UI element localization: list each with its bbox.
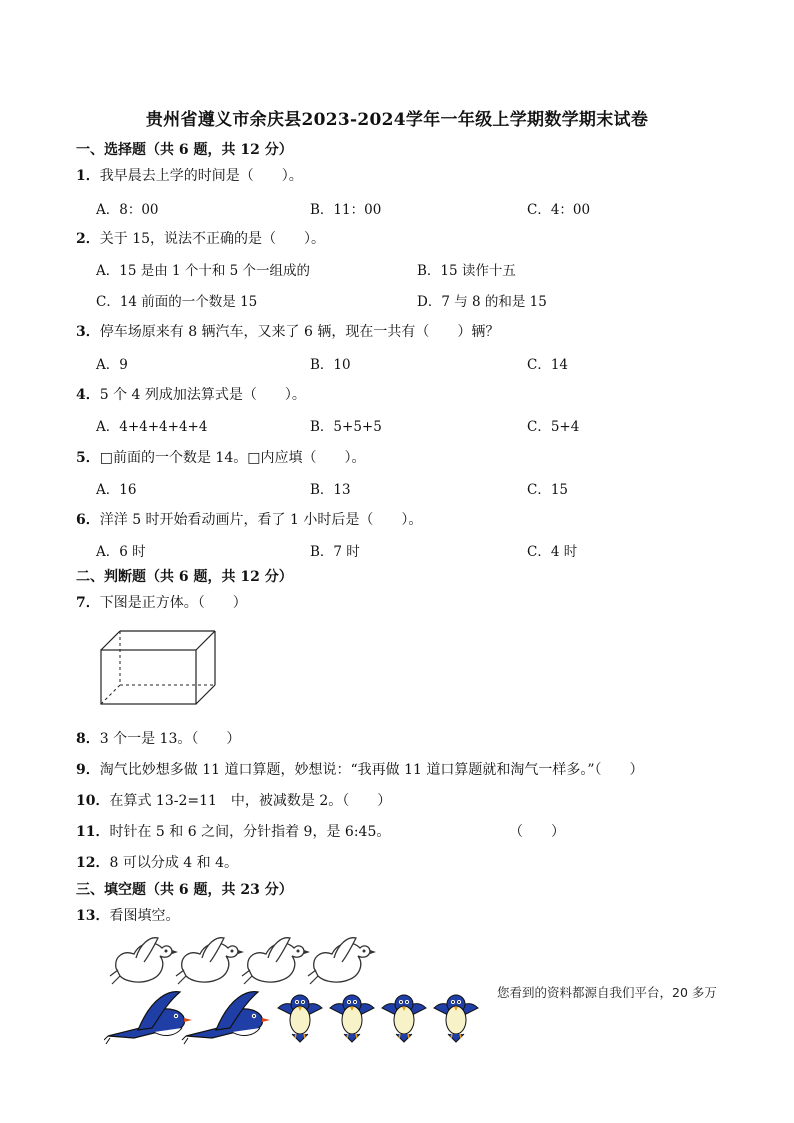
question-7 [76, 592, 247, 612]
page-title: 贵州省遵义市余庆县2023-2024学年一年级上学期数学期末试卷 [145, 110, 649, 130]
question-13 [76, 905, 179, 925]
question-number: 9． [76, 762, 100, 778]
question-number: 5． [76, 450, 100, 466]
question-number: 3． [76, 324, 100, 340]
section-heading-fill-in: 三、填空题（共 6 题，共 23 分） [76, 882, 293, 898]
option-c: C．4：00 [527, 202, 591, 218]
option-c: C．14 [527, 357, 569, 373]
option-c: C．5+4 [527, 419, 580, 435]
option-c: C．14 前面的一个数是 15 [96, 294, 258, 310]
question-text: 淘气比妙想多做 11 道口算题，妙想说：“我再做 11 道口算题就和淘气一样多。”（ ） [99, 762, 644, 778]
question-text: 我早晨去上学的时间是（ ）。 [99, 168, 303, 184]
option-b: B．13 [310, 482, 351, 498]
question-10 [76, 790, 391, 810]
option-a: A．15 是由 1 个十和 5 个一组成的 [96, 263, 311, 279]
question-11 [76, 821, 390, 841]
option-c: C．4 时 [527, 544, 578, 560]
option-b: B．7 时 [310, 544, 360, 560]
question-number: 2． [76, 231, 100, 247]
question-number: 13． [76, 908, 110, 924]
birds-illustration [104, 928, 494, 1048]
question-9 [76, 759, 644, 779]
question-1 [76, 165, 303, 185]
option-c: C．15 [527, 482, 569, 498]
question-number: 11． [76, 824, 110, 840]
question-number: 7． [76, 595, 100, 611]
option-a: A．8：00 [96, 202, 159, 218]
question-text: 关于 15，说法不正确的是（ ）。 [99, 231, 326, 247]
option-a: A．6 时 [96, 544, 146, 560]
question-number: 10． [76, 793, 110, 809]
question-text: 时针在 5 和 6 之间，分针指着 9，是 6:45。 [109, 824, 391, 840]
option-b: B．10 [310, 357, 351, 373]
cuboid-figure [96, 625, 220, 709]
option-b: B．11：00 [310, 202, 382, 218]
option-d: D．7 与 8 的和是 15 [417, 294, 547, 310]
question-text: 下图是正方体。（ ） [99, 595, 247, 611]
question-number: 4． [76, 387, 100, 403]
question-text: 在算式 13-2=11 中，被减数是 2。（ ） [109, 793, 392, 809]
question-text: 8 可以分成 4 和 4。 [109, 855, 239, 871]
question-number: 6． [76, 512, 100, 528]
option-a: A．9 [96, 357, 128, 373]
question-3 [76, 321, 499, 341]
question-text: 洋洋 5 时开始看动画片，看了 1 小时后是（ ）。 [99, 512, 423, 528]
option-b: B．5+5+5 [310, 419, 382, 435]
option-a: A．4+4+4+4+4 [96, 419, 208, 435]
answer-parentheses: （ ） [509, 824, 565, 840]
question-number: 8． [76, 731, 100, 747]
question-12 [76, 852, 238, 872]
question-5 [76, 447, 365, 467]
question-text: 3 个一是 13。（ ） [99, 731, 241, 747]
question-4 [76, 384, 306, 404]
question-6 [76, 509, 422, 529]
question-number: 12． [76, 855, 110, 871]
section-heading-choice: 一、选择题（共 6 题，共 12 分） [76, 142, 293, 158]
option-b: B．15 读作十五 [417, 263, 516, 279]
question-text: □前面的一个数是 14。□内应填（ ）。 [99, 450, 366, 466]
question-text: 看图填空。 [109, 908, 180, 924]
section-heading-judgement: 二、判断题（共 6 题，共 12 分） [76, 569, 293, 585]
option-a: A．16 [96, 482, 137, 498]
question-number: 1． [76, 168, 100, 184]
question-2 [76, 228, 325, 248]
question-text: 5 个 4 列成加法算式是（ ）。 [99, 387, 306, 403]
question-8 [76, 728, 240, 748]
question-text: 停车场原来有 8 辆汽车，又来了 6 辆，现在一共有（ ）辆？ [99, 324, 500, 340]
watermark-text: 您看到的资料都源自我们平台，20 多万 [497, 985, 717, 1000]
